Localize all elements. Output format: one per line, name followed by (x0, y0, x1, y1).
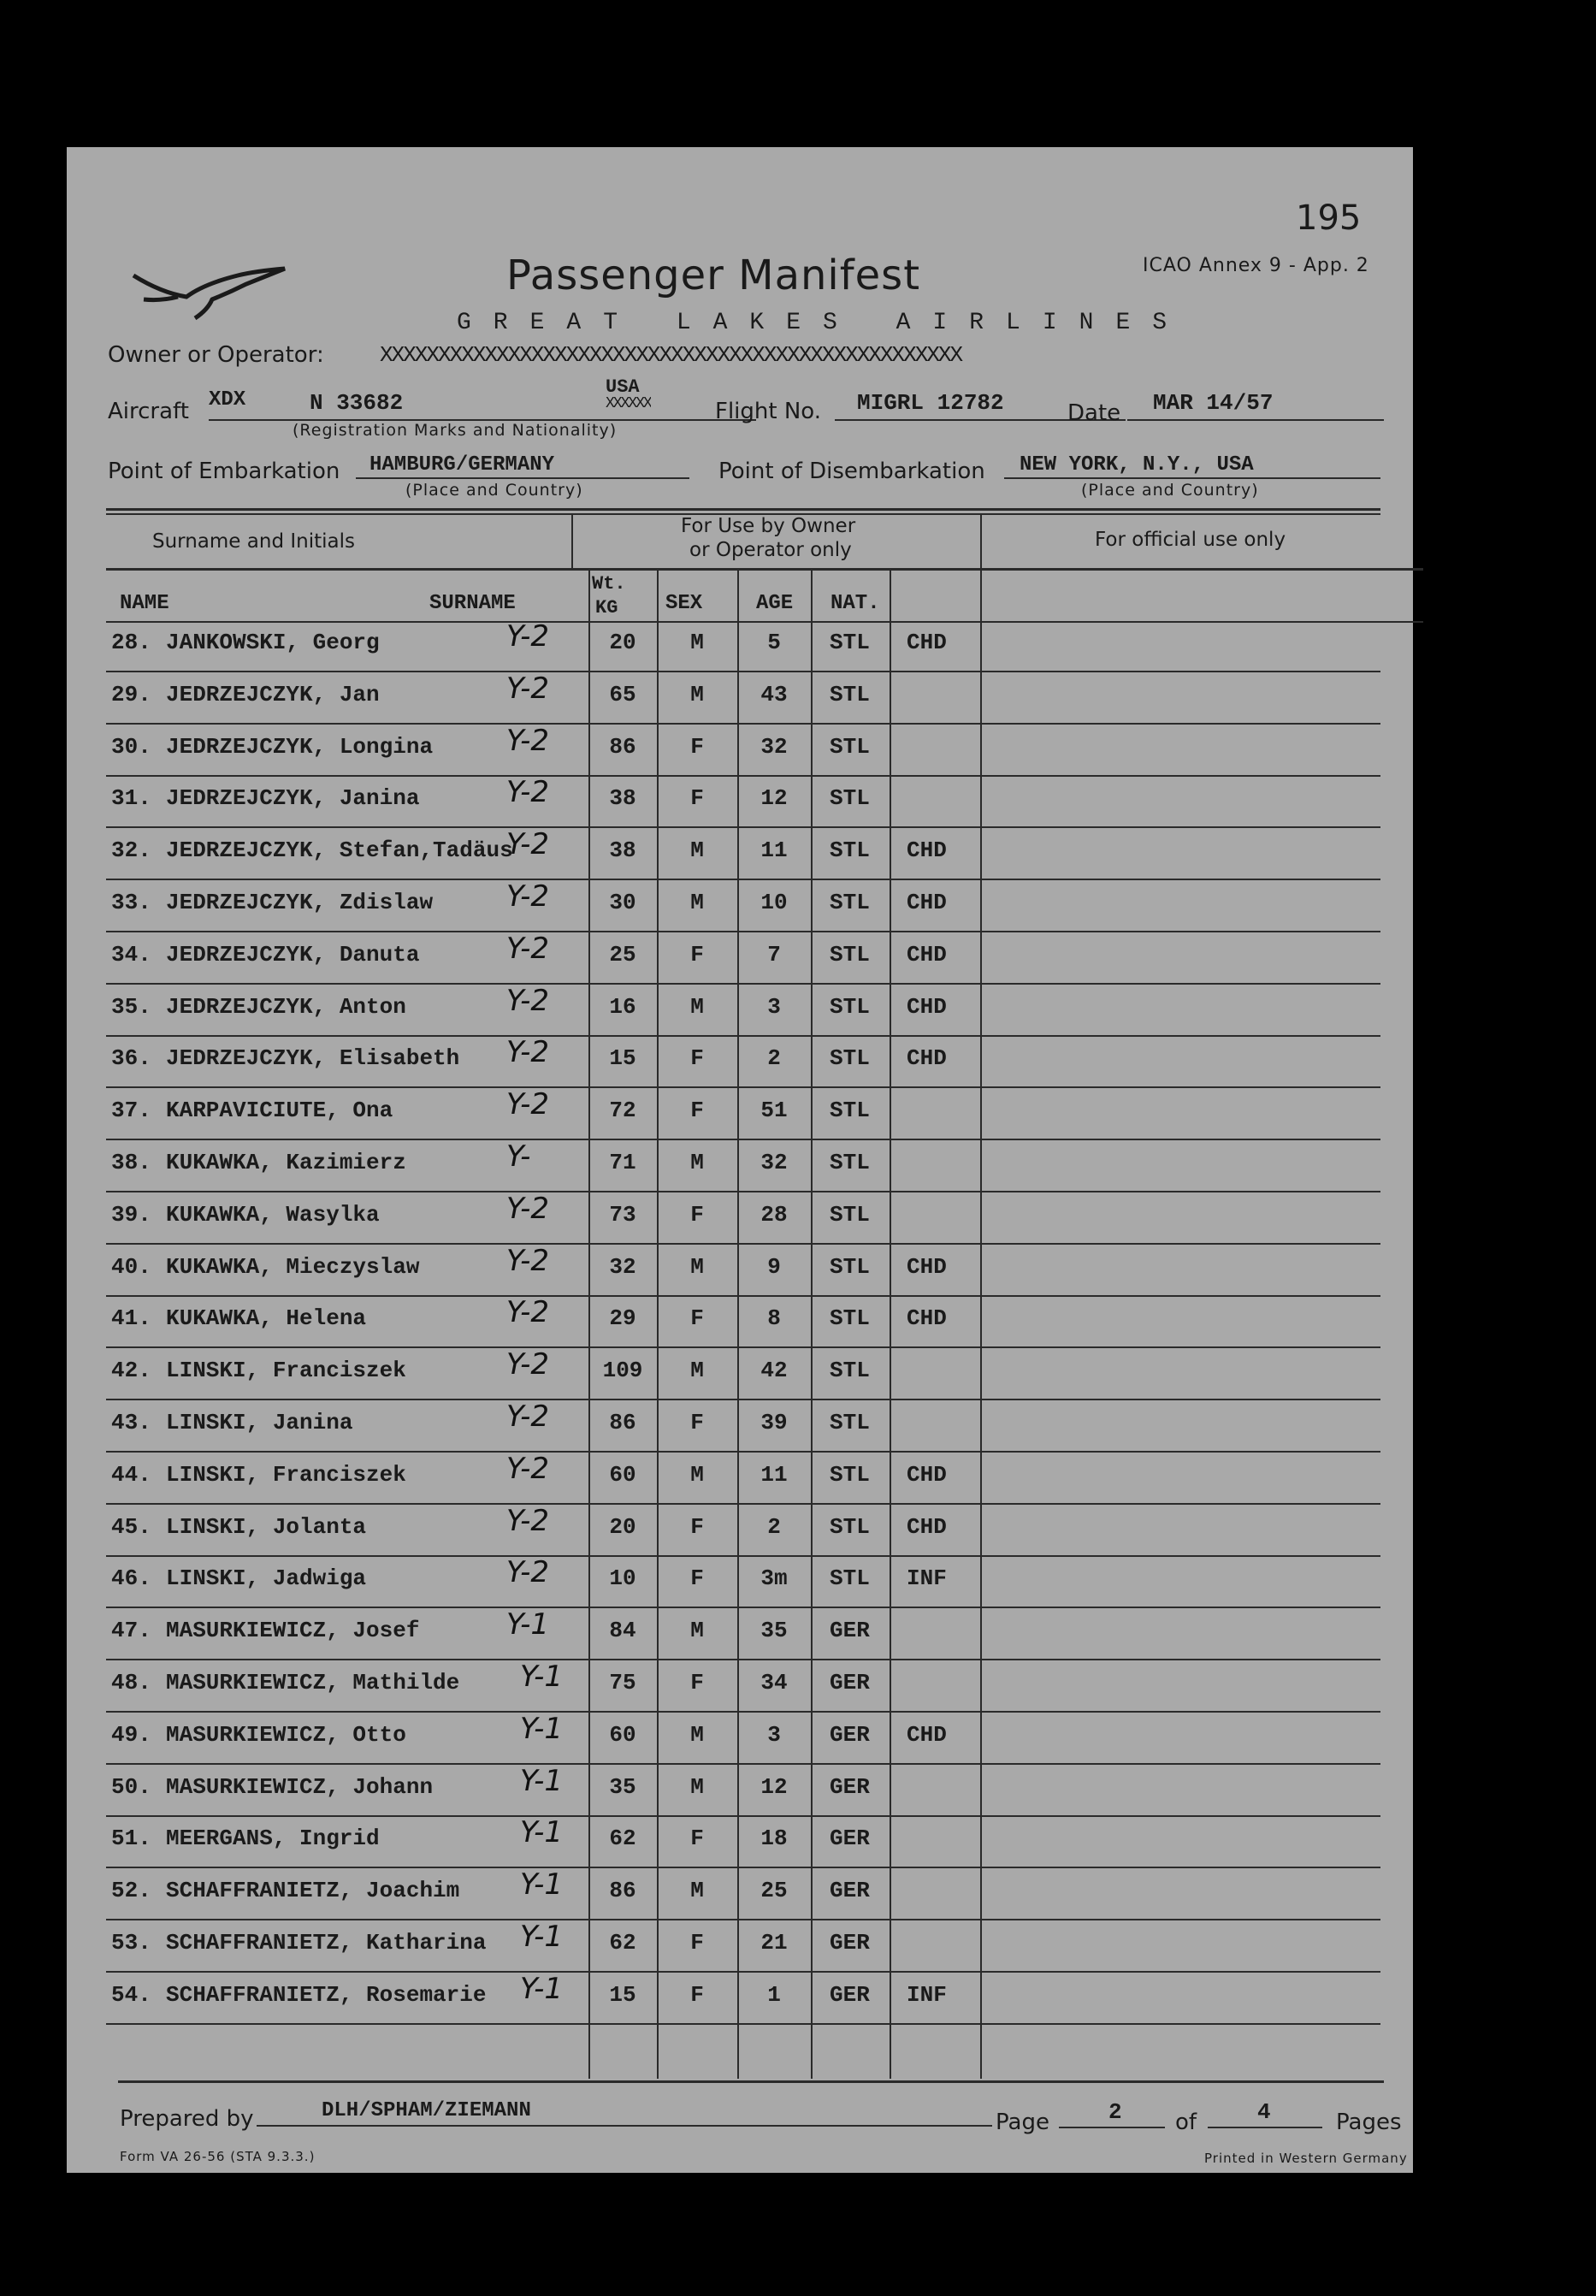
category-note: CHD (907, 941, 947, 968)
category-note: CHD (907, 1253, 947, 1280)
passenger-name: LINSKI, Franciszek (166, 1461, 406, 1488)
row-number: 30. (111, 733, 151, 760)
row-number: 38. (111, 1150, 151, 1175)
passenger-name: MEERGANS, Ingrid (166, 1826, 380, 1852)
table-row (67, 1607, 1413, 1662)
embarkation-label: Point of Embarkation (108, 459, 340, 484)
sex: M (690, 1721, 704, 1748)
handwritten-check: Y-1 (520, 1660, 563, 1694)
passenger-name: KUKAWKA, Kazimierz (166, 1150, 406, 1175)
sex: F (690, 785, 704, 812)
handwritten-check: Y-1 (520, 1711, 563, 1746)
table-row (67, 1087, 1413, 1142)
category-note: CHD (907, 890, 947, 915)
sex: F (690, 1201, 704, 1228)
age: 2 (767, 1513, 781, 1540)
sex: M (690, 1358, 704, 1384)
table-row (67, 1711, 1413, 1766)
row-number: 29. (111, 681, 151, 707)
sex: M (690, 1773, 704, 1800)
table-row (67, 879, 1413, 934)
sex: M (690, 1878, 704, 1904)
sex: M (690, 890, 704, 915)
passenger-name: SCHAFFRANIETZ, Rosemarie (166, 1981, 487, 2008)
age: 34 (760, 1670, 788, 1695)
nationality: STL (830, 1513, 870, 1540)
weight-kg: 65 (609, 681, 636, 707)
passenger-name: JEDRZEJCZYK, Stefan,Tadäus (166, 837, 513, 864)
passenger-name: SCHAFFRANIETZ, Joachim (166, 1878, 460, 1904)
age: 32 (760, 733, 788, 760)
row-number: 50. (111, 1773, 151, 1800)
weight-kg: 86 (609, 1410, 636, 1435)
row-number: 49. (111, 1721, 151, 1748)
flight-label: Flight No. (715, 399, 822, 424)
passenger-name: LINSKI, Franciszek (166, 1358, 406, 1384)
table-row (67, 671, 1413, 726)
table-row (67, 1295, 1413, 1350)
age: 35 (760, 1618, 788, 1644)
handwritten-check: Y-2 (506, 931, 549, 966)
row-number: 37. (111, 1098, 151, 1124)
table-row (67, 775, 1413, 830)
table-row (67, 1347, 1413, 1402)
sex: M (690, 1150, 704, 1175)
weight-kg: 10 (609, 1565, 636, 1592)
age: 12 (760, 785, 788, 812)
table-row (67, 1815, 1413, 1870)
handwritten-check: Y-1 (520, 1867, 563, 1902)
row-number: 54. (111, 1981, 151, 2008)
weight-kg: 62 (609, 1826, 636, 1852)
table-row (67, 1139, 1413, 1194)
page-number: 195 (1296, 198, 1362, 238)
nationality: GER (830, 1618, 870, 1644)
age: 21 (760, 1930, 788, 1956)
disembarkation-value: NEW YORK, N.Y., USA (1020, 453, 1254, 476)
passenger-name: MASURKIEWICZ, Otto (166, 1721, 406, 1748)
nationality: STL (830, 1201, 870, 1228)
age: 43 (760, 681, 788, 707)
header-surname: SURNAME (429, 592, 516, 615)
sex: F (690, 1513, 704, 1540)
weight-kg: 75 (609, 1670, 636, 1695)
nationality: STL (830, 733, 870, 760)
nationality: STL (830, 890, 870, 915)
handwritten-check: Y- (506, 1139, 531, 1174)
embarkation-value: HAMBURG/GERMANY (369, 453, 555, 476)
row-number: 46. (111, 1565, 151, 1592)
owner-label: Owner or Operator: (108, 342, 324, 368)
handwritten-check: Y-2 (506, 1035, 549, 1070)
age: 7 (767, 941, 781, 968)
weight-kg: 25 (609, 941, 636, 968)
manifest-sheet (67, 147, 1413, 2173)
passenger-name: KARPAVICIUTE, Ona (166, 1098, 393, 1124)
nationality: STL (830, 1565, 870, 1592)
row-number: 53. (111, 1930, 151, 1956)
passenger-list (67, 619, 1413, 2077)
category-note: INF (907, 1981, 947, 2008)
age: 5 (767, 630, 781, 655)
handwritten-check: Y-1 (520, 1920, 563, 1954)
table-row (67, 931, 1413, 986)
nationality: GER (830, 1826, 870, 1852)
icao-reference: ICAO Annex 9 - App. 2 (1143, 255, 1369, 276)
table-row (67, 1451, 1413, 1506)
weight-kg: 38 (609, 785, 636, 812)
weight-kg: 84 (609, 1618, 636, 1644)
row-number: 41. (111, 1305, 151, 1332)
age: 39 (760, 1410, 788, 1435)
age: 51 (760, 1098, 788, 1124)
passenger-name: KUKAWKA, Mieczyslaw (166, 1253, 420, 1280)
aircraft-caption: (Registration Marks and Nationality) (293, 421, 618, 440)
table-row (67, 723, 1413, 778)
header-official-use: For official use only (1095, 529, 1286, 551)
weight-kg: 15 (609, 1045, 636, 1072)
category-note: CHD (907, 993, 947, 1020)
age: 1 (767, 1981, 781, 2008)
table-row (67, 1867, 1413, 1922)
header-surname-initials: Surname and Initials (152, 530, 355, 553)
age: 32 (760, 1150, 788, 1175)
handwritten-check: Y-2 (506, 723, 549, 758)
category-note: CHD (907, 1305, 947, 1332)
nationality: GER (830, 1930, 870, 1956)
aircraft-label: Aircraft (108, 399, 189, 424)
passenger-name: JANKOWSKI, Georg (166, 630, 380, 655)
handwritten-check: Y-2 (506, 671, 549, 706)
weight-kg: 86 (609, 1878, 636, 1904)
page-value: 2 (1108, 2099, 1122, 2125)
pages-label: Pages (1336, 2110, 1402, 2135)
of-label: of (1175, 2110, 1197, 2135)
disembarkation-caption: (Place and Country) (1081, 481, 1259, 500)
sex: M (690, 993, 704, 1020)
row-number: 28. (111, 630, 151, 655)
embarkation-caption: (Place and Country) (405, 481, 583, 500)
nationality: STL (830, 837, 870, 864)
weight-kg: 35 (609, 1773, 636, 1800)
printed-in: Printed in Western Germany (1204, 2151, 1408, 2166)
aircraft-nationality: USA (606, 376, 640, 398)
flight-date: MAR 14/57 (1153, 390, 1274, 416)
nationality: STL (830, 1150, 870, 1175)
nationality: STL (830, 941, 870, 968)
passenger-name: JEDRZEJCZYK, Anton (166, 993, 406, 1020)
table-row (67, 1035, 1413, 1090)
nationality: STL (830, 1098, 870, 1124)
sex: F (690, 1670, 704, 1695)
row-number: 36. (111, 1045, 151, 1072)
row-number: 32. (111, 837, 151, 864)
sex: F (690, 1098, 704, 1124)
row-number: 45. (111, 1513, 151, 1540)
prepared-by-value: DLH/SPHAM/ZIEMANN (322, 2099, 531, 2122)
table-row (67, 1399, 1413, 1454)
passenger-name: LINSKI, Jolanta (166, 1513, 367, 1540)
prepared-by-label: Prepared by (120, 2106, 254, 2132)
handwritten-check: Y-2 (506, 983, 549, 1018)
table-row (67, 1243, 1413, 1299)
age: 42 (760, 1358, 788, 1384)
row-number: 51. (111, 1826, 151, 1852)
passenger-name: JEDRZEJCZYK, Elisabeth (166, 1045, 460, 1072)
sex: F (690, 1410, 704, 1435)
table-row (67, 1555, 1413, 1610)
nationality: STL (830, 785, 870, 812)
handwritten-check: Y-1 (520, 1971, 563, 2006)
table-row (67, 983, 1413, 1039)
sex: M (690, 1253, 704, 1280)
handwritten-check: Y-2 (506, 1243, 549, 1278)
handwritten-check: Y-2 (506, 1191, 549, 1226)
sex: F (690, 1045, 704, 1072)
sex: M (690, 1461, 704, 1488)
handwritten-check: Y-2 (506, 1347, 549, 1382)
nationality: STL (830, 1305, 870, 1332)
table-row (67, 1763, 1413, 1819)
table-row (67, 827, 1413, 882)
passenger-name: JEDRZEJCZYK, Zdislaw (166, 890, 434, 915)
age: 3 (767, 1721, 781, 1748)
category-note: INF (907, 1565, 947, 1592)
passenger-name: JEDRZEJCZYK, Janina (166, 785, 420, 812)
row-number: 44. (111, 1461, 151, 1488)
passenger-name: JEDRZEJCZYK, Danuta (166, 941, 420, 968)
age: 11 (760, 837, 788, 864)
age: 2 (767, 1045, 781, 1072)
row-number: 47. (111, 1618, 151, 1644)
passenger-name: LINSKI, Janina (166, 1410, 353, 1435)
age: 25 (760, 1878, 788, 1904)
sex: F (690, 1305, 704, 1332)
table-row (67, 1503, 1413, 1559)
nationality: GER (830, 1670, 870, 1695)
passenger-name: MASURKIEWICZ, Josef (166, 1618, 420, 1644)
handwritten-check: Y-1 (520, 1763, 563, 1798)
passenger-name: MASURKIEWICZ, Johann (166, 1773, 434, 1800)
aircraft-prefix: XDX (209, 388, 246, 411)
nationality: STL (830, 681, 870, 707)
age: 18 (760, 1826, 788, 1852)
category-note: CHD (907, 1513, 947, 1540)
passenger-name: KUKAWKA, Helena (166, 1305, 367, 1332)
row-number: 31. (111, 785, 151, 812)
row-number: 33. (111, 890, 151, 915)
sex: F (690, 733, 704, 760)
aircraft-registration: N 33682 (310, 390, 404, 416)
weight-kg: 60 (609, 1721, 636, 1748)
category-note: CHD (907, 1721, 947, 1748)
nationality: GER (830, 1878, 870, 1904)
owner-value-struck: XXXXXXXXXXXXXXXXXXXXXXXXXXXXXXXXXXXXXXXXXXXXXXXXXX (380, 342, 962, 368)
header-name: NAME (120, 592, 169, 615)
weight-kg: 32 (609, 1253, 636, 1280)
table-row (67, 1660, 1413, 1714)
nationality: STL (830, 1358, 870, 1384)
sex: F (690, 941, 704, 968)
weight-kg: 29 (609, 1305, 636, 1332)
nationality: GER (830, 1981, 870, 2008)
weight-kg: 62 (609, 1930, 636, 1956)
handwritten-check: Y-2 (506, 1295, 549, 1330)
category-note: CHD (907, 1461, 947, 1488)
sex: F (690, 1930, 704, 1956)
handwritten-check: Y-2 (506, 775, 549, 810)
age: 12 (760, 1773, 788, 1800)
weight-kg: 20 (609, 1513, 636, 1540)
age: 3m (760, 1565, 788, 1592)
weight-kg: 20 (609, 630, 636, 655)
handwritten-check: Y-2 (506, 1087, 549, 1122)
table-row (67, 619, 1413, 674)
age: 3 (767, 993, 781, 1020)
row-number: 39. (111, 1201, 151, 1228)
handwritten-check: Y-2 (506, 879, 549, 914)
nationality: STL (830, 1461, 870, 1488)
nationality: STL (830, 993, 870, 1020)
weight-kg: 86 (609, 733, 636, 760)
sex: M (690, 630, 704, 655)
nationality: STL (830, 1410, 870, 1435)
form-number: Form VA 26-56 (STA 9.3.3.) (120, 2149, 316, 2164)
category-note: CHD (907, 837, 947, 864)
sex: F (690, 1826, 704, 1852)
disembarkation-label: Point of Disembarkation (718, 459, 985, 484)
sex: F (690, 1565, 704, 1592)
sex: M (690, 837, 704, 864)
of-value: 4 (1257, 2099, 1271, 2125)
handwritten-check: Y-2 (506, 1399, 549, 1434)
handwritten-check: Y-2 (506, 619, 549, 654)
age: 10 (760, 890, 788, 915)
passenger-name: JEDRZEJCZYK, Jan (166, 681, 380, 707)
category-note: CHD (907, 1045, 947, 1072)
passenger-name: JEDRZEJCZYK, Longina (166, 733, 434, 760)
passenger-name: MASURKIEWICZ, Mathilde (166, 1670, 460, 1695)
handwritten-check: Y-1 (520, 1815, 563, 1850)
row-number: 52. (111, 1878, 151, 1904)
sex: M (690, 1618, 704, 1644)
crane-logo-icon (127, 258, 298, 327)
passenger-name: SCHAFFRANIETZ, Katharina (166, 1930, 487, 1956)
sex: F (690, 1981, 704, 2008)
weight-kg: 30 (609, 890, 636, 915)
handwritten-check: Y-2 (506, 1451, 549, 1486)
form-title: Passenger Manifest (506, 251, 921, 299)
weight-kg: 60 (609, 1461, 636, 1488)
row-number: 48. (111, 1670, 151, 1695)
handwritten-check: Y-2 (506, 827, 549, 862)
age: 28 (760, 1201, 788, 1228)
row-number: 43. (111, 1410, 151, 1435)
weight-kg: 72 (609, 1098, 636, 1124)
date-label: Date (1067, 400, 1121, 426)
row-number: 35. (111, 993, 151, 1020)
row-number: 42. (111, 1358, 151, 1384)
aircraft-nationality-struck: XXXXXX (606, 395, 651, 412)
age: 8 (767, 1305, 781, 1332)
nationality: GER (830, 1773, 870, 1800)
weight-kg: 15 (609, 1981, 636, 2008)
passenger-name: LINSKI, Jadwiga (166, 1565, 367, 1592)
header-kg: KG (595, 597, 618, 618)
handwritten-check: Y-2 (506, 1503, 549, 1538)
weight-kg: 38 (609, 837, 636, 864)
table-row (67, 1920, 1413, 1974)
row-number: 40. (111, 1253, 151, 1280)
nationality: STL (830, 1253, 870, 1280)
header-owner-use-2: or Operator only (689, 539, 852, 561)
weight-kg: 16 (609, 993, 636, 1020)
row-number: 34. (111, 941, 151, 968)
handwritten-check: Y-1 (506, 1607, 549, 1642)
age: 11 (760, 1461, 788, 1488)
header-nat: NAT. (831, 592, 880, 615)
weight-kg: 109 (602, 1358, 643, 1384)
nationality: STL (830, 630, 870, 655)
header-sex: SEX (665, 592, 703, 615)
page-label: Page (996, 2110, 1049, 2135)
category-note: CHD (907, 630, 947, 655)
handwritten-check: Y-2 (506, 1555, 549, 1590)
passenger-name: KUKAWKA, Wasylka (166, 1201, 380, 1228)
header-age: AGE (756, 592, 794, 615)
weight-kg: 71 (609, 1150, 636, 1175)
table-row (67, 1191, 1413, 1246)
header-wt: Wt. (592, 573, 626, 595)
table-row (67, 1971, 1413, 2027)
airline-name: GREAT LAKES AIRLINES (457, 310, 1190, 336)
weight-kg: 73 (609, 1201, 636, 1228)
sex: M (690, 681, 704, 707)
age: 9 (767, 1253, 781, 1280)
nationality: GER (830, 1721, 870, 1748)
flight-number: MIGRL 12782 (857, 390, 1004, 416)
nationality: STL (830, 1045, 870, 1072)
header-owner-use-1: For Use by Owner (681, 515, 856, 537)
